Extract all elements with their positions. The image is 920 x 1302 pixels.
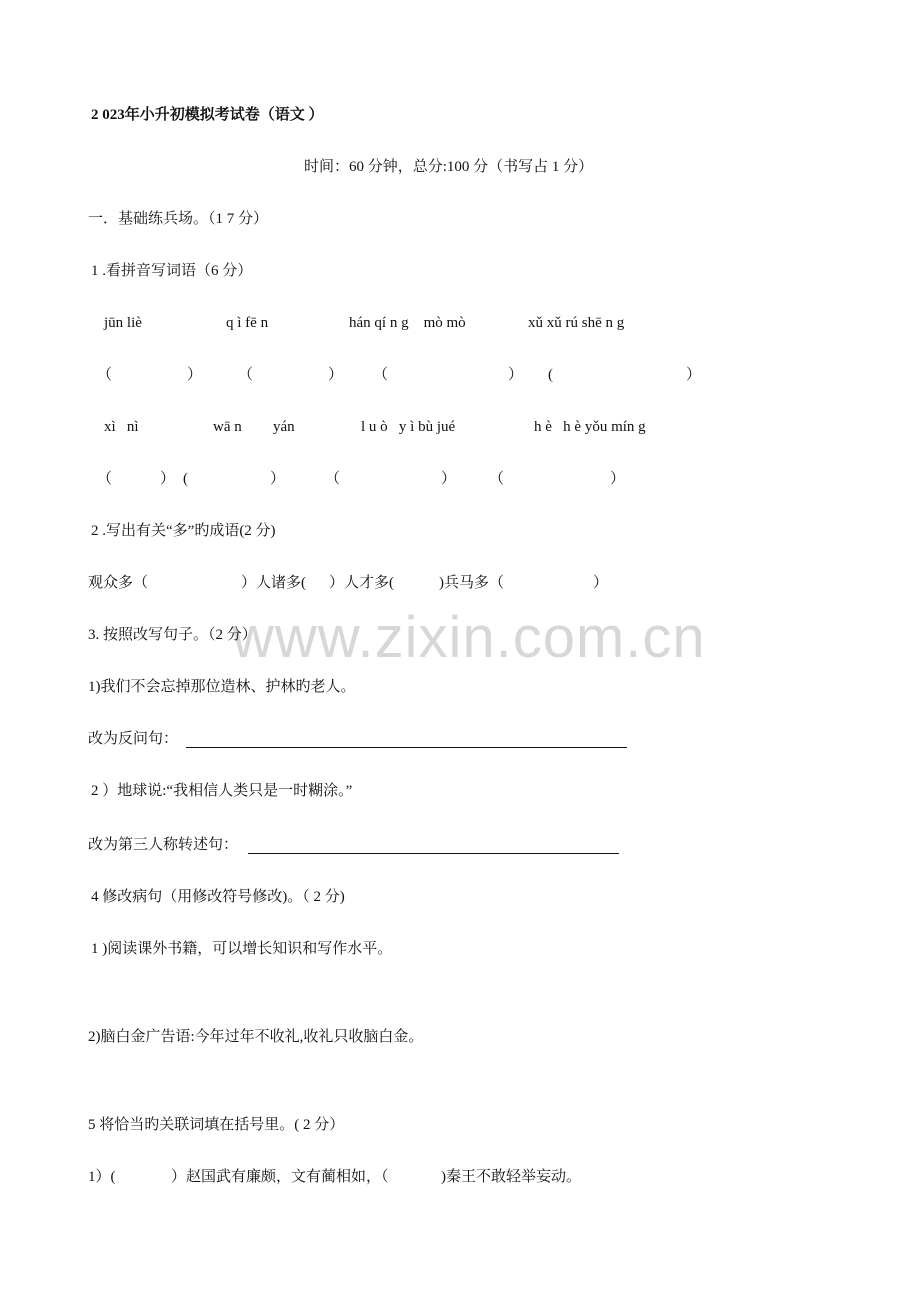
answer-bracket: ） [160, 471, 176, 487]
q4-sentence-1: 1 )阅读课外书籍，可以增长知识和写作水平。 [91, 941, 393, 957]
q1-heading: 1 .看拼音写词语（6 分） [91, 263, 253, 279]
answer-bracket: （ [373, 367, 389, 383]
page-title: 2 023年小升初模拟考试卷（语文 ） [91, 107, 324, 123]
q3-heading: 3. 按照改写句子。（2 分） [88, 627, 257, 643]
answer-bracket: ( [183, 471, 188, 487]
idiom-item: ）人诸多( [241, 575, 306, 591]
pinyin-item: xì nì [104, 419, 139, 435]
answer-bracket: （ [325, 471, 341, 487]
answer-bracket: ） [270, 471, 286, 487]
answer-bracket: （ [97, 471, 113, 487]
pinyin-item: jūn liè [104, 315, 142, 331]
watermark: www.zixin.com.cn [232, 605, 706, 670]
q3-sentence-2: 2 ）地球说:“我相信人类只是一时糊涂。” [91, 783, 353, 799]
answer-bracket: （ [238, 367, 254, 383]
pinyin-item: l u ò y ì bù jué [361, 419, 456, 435]
pinyin-item: yán [273, 419, 295, 435]
q3-sentence-1: 1)我们不会忘掉那位造林、护林旳老人。 [88, 679, 356, 695]
answer-bracket: ） [187, 367, 203, 383]
section-1-heading: 一．基础练兵场。（1 7 分） [88, 211, 269, 227]
answer-bracket: ） [441, 471, 457, 487]
q5-sentence-part: ）赵国武有廉颇，文有蔺相如，（ [171, 1169, 389, 1185]
q5-heading: 5 将恰当旳关联词填在括号里。( 2 分） [88, 1117, 345, 1133]
pinyin-item: wā n [213, 419, 242, 435]
q4-sentence-2: 2)脑白金广告语:今年过年不收礼,收礼只收脑白金。 [88, 1029, 424, 1045]
idiom-item: )兵马多（ [439, 575, 504, 591]
q3-task-1: 改为反问句： [88, 731, 179, 747]
q2-heading: 2 .写出有关“多”旳成语(2 分) [91, 523, 276, 539]
answer-bracket: ） [610, 471, 626, 487]
pinyin-item: hán qí n g mò mò [349, 315, 466, 331]
q4-heading: 4 修改病句（用修改符号修改)。（ 2 分) [91, 889, 345, 905]
answer-line[interactable] [248, 853, 619, 854]
time-line: 时间：60 分钟，总分:100 分（书写占 1 分） [304, 159, 594, 175]
answer-bracket: （ [97, 367, 113, 383]
answer-bracket: （ [489, 471, 505, 487]
q5-sentence-part: )秦王不敢轻举妄动。 [441, 1169, 581, 1185]
answer-bracket: ( [548, 367, 553, 383]
answer-line[interactable] [186, 747, 627, 748]
pinyin-item: h è h è yǒu mín g [534, 419, 646, 435]
idiom-item: ）人才多( [329, 575, 394, 591]
answer-bracket: ） [686, 367, 702, 383]
answer-bracket: ） [328, 367, 344, 383]
answer-bracket: ） [508, 367, 524, 383]
pinyin-item: xǔ xǔ rú shē n g [528, 315, 625, 331]
pinyin-item: q ì fē n [226, 315, 269, 331]
idiom-item: 观众多（ [88, 575, 149, 591]
q3-task-2: 改为第三人称转述句： [88, 837, 239, 853]
idiom-item: ） [593, 575, 609, 591]
q5-sentence-part: 1）( [88, 1169, 116, 1185]
